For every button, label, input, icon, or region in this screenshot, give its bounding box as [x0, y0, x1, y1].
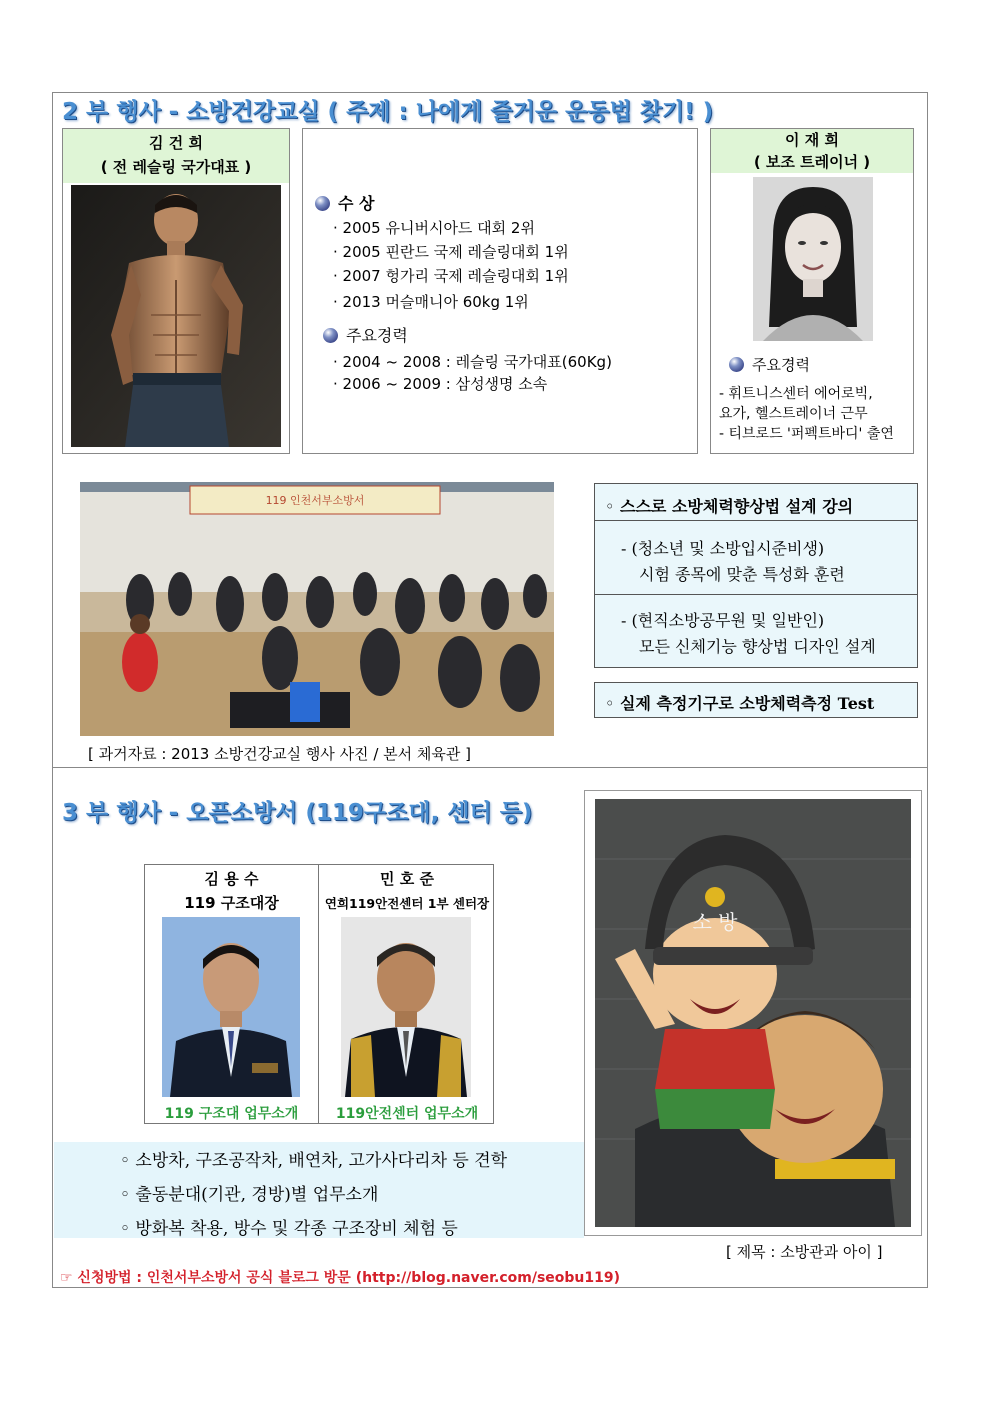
instructor-header [63, 129, 289, 183]
program-box [594, 682, 918, 718]
awards-heading [315, 191, 374, 214]
assistant-name: 이 재 희 [785, 131, 839, 149]
program-subitem: - (청소년 및 소방입시준비생) [621, 539, 825, 558]
career-heading [323, 323, 408, 346]
staff-photo-rescue-chief [162, 917, 300, 1097]
assistant-role: ( 보조 트레이너 ) [753, 153, 871, 171]
assistant-career-item: 요가, 헬스트레이너 근무 [719, 406, 868, 422]
mural-photo [595, 799, 911, 1227]
banner-text: 119 인천서부소방서 [265, 494, 365, 507]
tour-item: ◦ 방화복 착용, 방수 및 각종 구조장비 체험 등 [120, 1219, 458, 1239]
event-photo [80, 482, 554, 736]
tour-item: ◦ 출동분대(기관, 경방)별 업무소개 [120, 1185, 379, 1205]
program-subitem: 시험 종목에 맞춘 특성화 훈련 [639, 565, 845, 584]
instructor-photo [71, 185, 281, 447]
assistant-card [710, 128, 914, 454]
mural-caption: [ 제목 : 소방관과 아이 ] [726, 1243, 883, 1261]
mural-frame [584, 790, 922, 1236]
assistant-career-heading [729, 354, 810, 375]
program-subitem: 모든 신체기능 향상법 디자인 설계 [639, 637, 876, 656]
event-photo-caption: [ 과거자료 : 2013 소방건강교실 행사 사진 / 본서 체육관 ] [88, 745, 471, 763]
awards-heading-text: 수 상 [338, 194, 375, 213]
instructor-card [62, 128, 290, 454]
section-divider [52, 767, 928, 768]
tour-item: ◦ 소방차, 구조공작차, 배연차, 고가사다리차 등 견학 [120, 1151, 508, 1171]
program-divider [595, 594, 917, 595]
assistant-header [711, 129, 913, 173]
part3-title: 3 부 행사 - 오픈소방서 (119구조대, 센터 등) [62, 800, 533, 826]
ball-bullet-icon [729, 357, 744, 372]
career-item: · 2006 ~ 2009 : 삼성생명 소속 [333, 375, 548, 393]
program-item: ◦ 실제 측정기구로 소방체력측정 Test [605, 694, 875, 713]
part2-title: 2 부 행사 - 소방건강교실 ( 주제 : 나에게 즐거운 운동법 찾기! ) [62, 99, 714, 125]
award-item: · 2005 핀란드 국제 레슬링대회 1위 [333, 243, 569, 261]
staff-title: 119 구조대장 [184, 894, 279, 912]
award-item: · 2007 헝가리 국제 레슬링대회 1위 [333, 267, 569, 285]
assistant-career-item: - 티브로드 '퍼펙트바디' 출연 [719, 426, 894, 442]
staff-name: 김 용 수 [204, 870, 259, 888]
ball-bullet-icon [315, 196, 330, 211]
staff-label: 119 구조대 업무소개 [164, 1106, 299, 1122]
tour-list [54, 1142, 584, 1238]
helmet-text: 소 방 [692, 910, 738, 934]
instructor-name: 김 건 희 [149, 134, 203, 152]
staff-table [144, 864, 494, 1124]
program-divider [595, 520, 917, 521]
instructor-info [302, 128, 698, 454]
award-item: · 2013 머슬매니아 60kg 1위 [333, 293, 529, 311]
staff-title: 연희119안전센터 1부 센터장 [324, 896, 490, 911]
staff-photo-center-chief [341, 917, 471, 1097]
staff-label: 119안전센터 업무소개 [335, 1106, 479, 1122]
award-item: · 2005 유니버시아드 대회 2위 [333, 219, 535, 237]
career-item: · 2004 ~ 2008 : 레슬링 국가대표(60Kg) [333, 353, 612, 371]
staff-name: 민 호 준 [380, 870, 434, 888]
program-box [594, 483, 918, 668]
ball-bullet-icon [323, 328, 338, 343]
assistant-photo [753, 177, 873, 341]
assistant-career-heading-text: 주요경력 [752, 356, 810, 374]
instructor-role: ( 전 레슬링 국가대표 ) [100, 158, 252, 176]
assistant-career-item: - 휘트니스센터 에어로빅, [719, 386, 873, 402]
career-heading-text: 주요경력 [346, 326, 408, 345]
program-item: ◦ 스스로 소방체력향상법 설계 강의 [605, 497, 854, 516]
program-subitem: - (현직소방공무원 및 일반인) [621, 611, 825, 630]
apply-instructions: ☞ 신청방법 : 인천서부소방서 공식 블로그 방문 (http://blog.naver.com/seobu119) [60, 1270, 621, 1286]
